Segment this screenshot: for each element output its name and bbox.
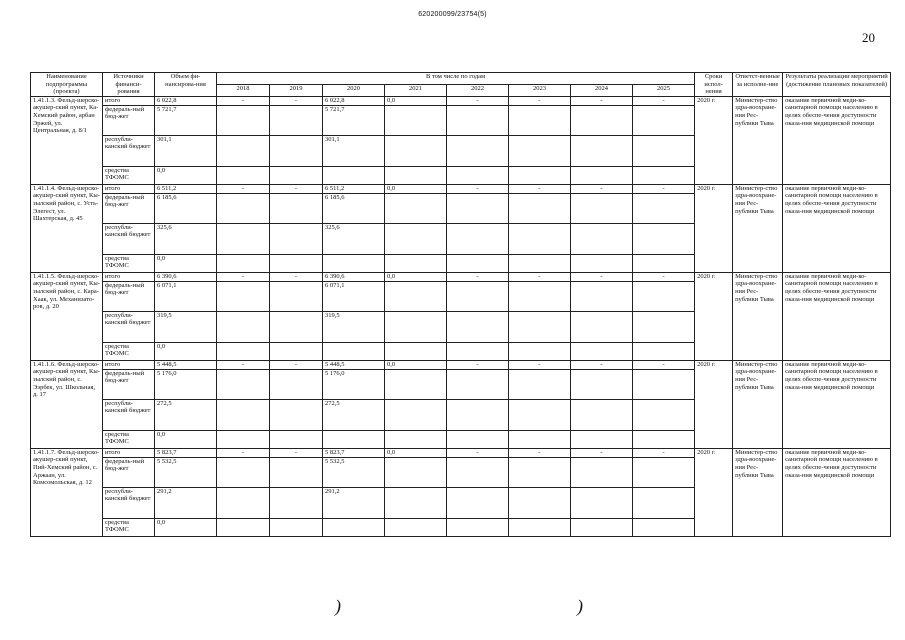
- project-name-cell: 1.41.1.6. Фельд-шерско-акушер-ский пункт, Кы-зылский район, с. Ээрбек, ул. Школьная, д. 17: [31, 360, 103, 448]
- source-cell: итого: [103, 360, 155, 369]
- source-cell: федераль-ный бюд-жет: [103, 457, 155, 487]
- source-cell: итого: [103, 272, 155, 281]
- year-value-cell: 6 511,2: [323, 184, 385, 193]
- year-value-cell: [571, 430, 633, 448]
- source-cell: федераль-ный бюд-жет: [103, 193, 155, 223]
- year-value-cell: [270, 369, 323, 399]
- year-value-cell: -: [270, 360, 323, 369]
- year-value-cell: -: [447, 96, 509, 105]
- year-value-cell: -: [217, 96, 270, 105]
- year-value-cell: 6 390,6: [323, 272, 385, 281]
- year-value-cell: 5 448,5: [323, 360, 385, 369]
- total-cell: 5 176,0: [155, 369, 217, 399]
- table-row: [31, 448, 891, 457]
- results-cell: оказание первичной меди-ко-санитарной помощи населению в целях обеспе-чения доступности оказа-ния медицинской помощи: [783, 96, 891, 184]
- year-value-cell: [385, 254, 447, 272]
- year-value-cell: [571, 223, 633, 254]
- col-header-name: Наименование подпрограммы (проекта): [31, 73, 103, 97]
- total-cell: 319,5: [155, 311, 217, 342]
- year-value-cell: 319,5: [323, 311, 385, 342]
- year-value-cell: [571, 281, 633, 311]
- year-value-cell: [270, 223, 323, 254]
- source-cell: республи-канский бюджет: [103, 311, 155, 342]
- year-value-cell: [447, 281, 509, 311]
- year-value-cell: [447, 430, 509, 448]
- year-value-cell: [323, 254, 385, 272]
- year-value-cell: [633, 518, 695, 536]
- col-header-year: 2024: [571, 84, 633, 96]
- year-value-cell: [385, 105, 447, 135]
- year-value-cell: [509, 369, 571, 399]
- results-cell: оказание первичной меди-ко-санитарной помощи населению в целях обеспе-чения доступности оказа-ния медицинской помощи: [783, 360, 891, 448]
- year-value-cell: 5 532,5: [323, 457, 385, 487]
- deadline-cell: 2020 г.: [695, 184, 733, 272]
- project-name-cell: 1.41.1.4. Фельд-шерско-акушер-ский пункт, Кы-зылский район, с. Усть-Элегест, ул. Шахтерская, д. 45: [31, 184, 103, 272]
- year-value-cell: [571, 457, 633, 487]
- year-value-cell: [385, 399, 447, 430]
- col-header-source: Источники финанси-рования: [103, 73, 155, 97]
- year-value-cell: [385, 369, 447, 399]
- year-value-cell: 0,0: [385, 96, 447, 105]
- year-value-cell: [571, 342, 633, 360]
- year-value-cell: [509, 105, 571, 135]
- total-cell: 0,0: [155, 254, 217, 272]
- col-header-years-group: В том числе по годам: [217, 73, 695, 85]
- year-value-cell: -: [633, 96, 695, 105]
- year-value-cell: -: [509, 184, 571, 193]
- col-header-year: 2021: [385, 84, 447, 96]
- deadline-cell: 2020 г.: [695, 272, 733, 360]
- year-value-cell: -: [509, 272, 571, 281]
- margin-mark: ): [335, 596, 341, 616]
- year-value-cell: [385, 518, 447, 536]
- year-value-cell: [217, 342, 270, 360]
- source-cell: итого: [103, 448, 155, 457]
- col-header-total: Объем фи-нансирова-ния: [155, 73, 217, 97]
- year-value-cell: -: [270, 272, 323, 281]
- year-value-cell: [217, 311, 270, 342]
- financing-table: [30, 72, 891, 537]
- year-value-cell: 0,0: [385, 272, 447, 281]
- year-value-cell: [633, 166, 695, 184]
- col-header-year: 2019: [270, 84, 323, 96]
- year-value-cell: [633, 254, 695, 272]
- year-value-cell: 5 823,7: [323, 448, 385, 457]
- total-cell: 0,0: [155, 430, 217, 448]
- year-value-cell: 0,0: [385, 360, 447, 369]
- year-value-cell: -: [447, 272, 509, 281]
- year-value-cell: -: [633, 360, 695, 369]
- total-cell: 0,0: [155, 342, 217, 360]
- year-value-cell: [270, 487, 323, 518]
- year-value-cell: [509, 281, 571, 311]
- year-value-cell: -: [270, 96, 323, 105]
- year-value-cell: -: [571, 360, 633, 369]
- source-cell: республи-канский бюджет: [103, 223, 155, 254]
- project-name-cell: 1.41.1.3. Фельд-шерско-акушер-ский пункт, Ка-Хемский район, арбан Эржей, ул. Центральная, д. 8/1: [31, 96, 103, 184]
- total-cell: 6 511,2: [155, 184, 217, 193]
- year-value-cell: [385, 166, 447, 184]
- responsible-cell: Министер-ство здра-воохране-ния Рес-публики Тыва: [733, 184, 783, 272]
- year-value-cell: [270, 518, 323, 536]
- year-value-cell: 5 176,0: [323, 369, 385, 399]
- year-value-cell: [633, 193, 695, 223]
- source-cell: средства ТФОМС: [103, 166, 155, 184]
- total-cell: 0,0: [155, 166, 217, 184]
- total-cell: 6 390,6: [155, 272, 217, 281]
- total-cell: 6 185,6: [155, 193, 217, 223]
- year-value-cell: [270, 166, 323, 184]
- year-value-cell: -: [447, 360, 509, 369]
- col-header-year: 2025: [633, 84, 695, 96]
- year-value-cell: [509, 254, 571, 272]
- year-value-cell: -: [447, 448, 509, 457]
- year-value-cell: [509, 342, 571, 360]
- year-value-cell: -: [270, 448, 323, 457]
- year-value-cell: [571, 399, 633, 430]
- page-number: 20: [862, 30, 875, 45]
- year-value-cell: -: [509, 448, 571, 457]
- year-value-cell: [509, 399, 571, 430]
- year-value-cell: [633, 135, 695, 166]
- year-value-cell: [217, 281, 270, 311]
- year-value-cell: [270, 342, 323, 360]
- year-value-cell: [323, 342, 385, 360]
- total-cell: 6 071,1: [155, 281, 217, 311]
- year-value-cell: [447, 369, 509, 399]
- table-row: [31, 184, 891, 193]
- year-value-cell: [447, 457, 509, 487]
- year-value-cell: [217, 457, 270, 487]
- year-value-cell: -: [571, 448, 633, 457]
- year-value-cell: [270, 105, 323, 135]
- year-value-cell: [509, 223, 571, 254]
- year-value-cell: -: [571, 96, 633, 105]
- year-value-cell: [633, 369, 695, 399]
- col-header-year: 2022: [447, 84, 509, 96]
- year-value-cell: -: [217, 360, 270, 369]
- source-cell: федераль-ный бюд-жет: [103, 281, 155, 311]
- table-row: [31, 272, 891, 281]
- total-cell: 6 022,8: [155, 96, 217, 105]
- year-value-cell: [385, 487, 447, 518]
- year-value-cell: [217, 430, 270, 448]
- table-body: [31, 96, 891, 536]
- year-value-cell: 0,0: [385, 184, 447, 193]
- table-row: [31, 96, 891, 105]
- year-value-cell: -: [633, 448, 695, 457]
- year-value-cell: [633, 105, 695, 135]
- year-value-cell: 0,0: [385, 448, 447, 457]
- year-value-cell: 6 071,1: [323, 281, 385, 311]
- total-cell: 272,5: [155, 399, 217, 430]
- document-id: 620200099/23754(5): [418, 11, 487, 18]
- results-cell: оказание первичной меди-ко-санитарной помощи населению в целях обеспе-чения доступности оказа-ния медицинской помощи: [783, 272, 891, 360]
- project-name-cell: 1.41.1.5. Фельд-шерско-акушер-ский пункт, Кы-зылский район, с. Кара-Хаак, ул. Механизато-ров, д. 20: [31, 272, 103, 360]
- year-value-cell: [571, 311, 633, 342]
- year-value-cell: [323, 518, 385, 536]
- year-value-cell: [509, 457, 571, 487]
- year-value-cell: [509, 135, 571, 166]
- source-cell: республи-канский бюджет: [103, 135, 155, 166]
- responsible-cell: Министер-ство здра-воохране-ния Рес-публики Тыва: [733, 448, 783, 536]
- col-header-results: Результаты реализации мероприятий (достижение плановых показателей): [783, 73, 891, 97]
- year-value-cell: [385, 430, 447, 448]
- year-value-cell: [217, 193, 270, 223]
- year-value-cell: [633, 399, 695, 430]
- year-value-cell: [571, 369, 633, 399]
- year-value-cell: [509, 518, 571, 536]
- year-value-cell: 291,2: [323, 487, 385, 518]
- year-value-cell: [509, 193, 571, 223]
- year-value-cell: [270, 399, 323, 430]
- year-value-cell: [447, 254, 509, 272]
- year-value-cell: [447, 342, 509, 360]
- year-value-cell: -: [217, 184, 270, 193]
- year-value-cell: [633, 430, 695, 448]
- responsible-cell: Министер-ство здра-воохране-ния Рес-публики Тыва: [733, 272, 783, 360]
- year-value-cell: [633, 223, 695, 254]
- margin-mark: ): [577, 596, 583, 616]
- year-value-cell: [509, 311, 571, 342]
- year-value-cell: 301,1: [323, 135, 385, 166]
- year-value-cell: [447, 518, 509, 536]
- deadline-cell: 2020 г.: [695, 360, 733, 448]
- year-value-cell: [447, 193, 509, 223]
- year-value-cell: [633, 311, 695, 342]
- year-value-cell: 6 185,6: [323, 193, 385, 223]
- year-value-cell: [509, 166, 571, 184]
- total-cell: 5 823,7: [155, 448, 217, 457]
- source-cell: средства ТФОМС: [103, 430, 155, 448]
- source-cell: федераль-ный бюд-жет: [103, 369, 155, 399]
- year-value-cell: [571, 254, 633, 272]
- year-value-cell: [270, 281, 323, 311]
- year-value-cell: [270, 457, 323, 487]
- year-value-cell: [633, 487, 695, 518]
- year-value-cell: [385, 135, 447, 166]
- year-value-cell: [447, 135, 509, 166]
- year-value-cell: [217, 223, 270, 254]
- year-value-cell: -: [633, 272, 695, 281]
- source-cell: средства ТФОМС: [103, 518, 155, 536]
- year-value-cell: [447, 399, 509, 430]
- source-cell: средства ТФОМС: [103, 254, 155, 272]
- total-cell: 325,6: [155, 223, 217, 254]
- source-cell: итого: [103, 184, 155, 193]
- year-value-cell: [385, 281, 447, 311]
- year-value-cell: [447, 223, 509, 254]
- year-value-cell: [447, 487, 509, 518]
- year-value-cell: [571, 518, 633, 536]
- year-value-cell: [270, 430, 323, 448]
- year-value-cell: [571, 193, 633, 223]
- year-value-cell: [385, 223, 447, 254]
- year-value-cell: [633, 342, 695, 360]
- year-value-cell: [385, 311, 447, 342]
- year-value-cell: -: [217, 272, 270, 281]
- year-value-cell: 272,5: [323, 399, 385, 430]
- year-value-cell: [217, 105, 270, 135]
- year-value-cell: [509, 487, 571, 518]
- year-value-cell: 5 721,7: [323, 105, 385, 135]
- year-value-cell: [385, 342, 447, 360]
- total-cell: 0,0: [155, 518, 217, 536]
- year-value-cell: [217, 369, 270, 399]
- year-value-cell: [217, 518, 270, 536]
- results-cell: оказание первичной меди-ко-санитарной помощи населению в целях обеспе-чения доступности оказа-ния медицинской помощи: [783, 448, 891, 536]
- year-value-cell: [323, 430, 385, 448]
- col-header-responsible: Ответст-венные за исполне-ние: [733, 73, 783, 97]
- year-value-cell: -: [571, 272, 633, 281]
- year-value-cell: [571, 105, 633, 135]
- source-cell: республи-канский бюджет: [103, 399, 155, 430]
- year-value-cell: [217, 487, 270, 518]
- year-value-cell: 325,6: [323, 223, 385, 254]
- responsible-cell: Министер-ство здра-воохране-ния Рес-публики Тыва: [733, 96, 783, 184]
- year-value-cell: [447, 311, 509, 342]
- year-value-cell: [217, 135, 270, 166]
- year-value-cell: -: [509, 96, 571, 105]
- year-value-cell: [270, 254, 323, 272]
- year-value-cell: -: [571, 184, 633, 193]
- deadline-cell: 2020 г.: [695, 448, 733, 536]
- year-value-cell: 6 022,8: [323, 96, 385, 105]
- year-value-cell: [633, 457, 695, 487]
- year-value-cell: [571, 135, 633, 166]
- year-value-cell: [323, 166, 385, 184]
- total-cell: 5 448,5: [155, 360, 217, 369]
- source-cell: федераль-ный бюд-жет: [103, 105, 155, 135]
- year-value-cell: -: [447, 184, 509, 193]
- source-cell: итого: [103, 96, 155, 105]
- year-value-cell: [447, 105, 509, 135]
- total-cell: 5 532,5: [155, 457, 217, 487]
- year-value-cell: [270, 311, 323, 342]
- results-cell: оказание первичной меди-ко-санитарной помощи населению в целях обеспе-чения доступности оказа-ния медицинской помощи: [783, 184, 891, 272]
- year-value-cell: [447, 166, 509, 184]
- table-row: [31, 360, 891, 369]
- col-header-year: 2020: [323, 84, 385, 96]
- year-value-cell: -: [633, 184, 695, 193]
- total-cell: 301,1: [155, 135, 217, 166]
- col-header-deadline: Сроки испол-нения: [695, 73, 733, 97]
- year-value-cell: -: [270, 184, 323, 193]
- year-value-cell: [633, 281, 695, 311]
- source-cell: средства ТФОМС: [103, 342, 155, 360]
- year-value-cell: [270, 193, 323, 223]
- project-name-cell: 1.41.1.7. Фельд-шерско-акушер-ский пункт, Пий-Хемский район, с. Аржаан, ул. Комсомольская, д. 12: [31, 448, 103, 536]
- header-row-main: [31, 73, 891, 85]
- responsible-cell: Министер-ство здра-воохране-ния Рес-публики Тыва: [733, 360, 783, 448]
- year-value-cell: [571, 487, 633, 518]
- total-cell: 5 721,7: [155, 105, 217, 135]
- source-cell: республи-канский бюджет: [103, 487, 155, 518]
- year-value-cell: [385, 193, 447, 223]
- year-value-cell: [217, 399, 270, 430]
- col-header-year: 2018: [217, 84, 270, 96]
- year-value-cell: [270, 135, 323, 166]
- year-value-cell: [385, 457, 447, 487]
- col-header-year: 2023: [509, 84, 571, 96]
- year-value-cell: [509, 430, 571, 448]
- year-value-cell: -: [509, 360, 571, 369]
- total-cell: 291,2: [155, 487, 217, 518]
- year-value-cell: [217, 254, 270, 272]
- deadline-cell: 2020 г.: [695, 96, 733, 184]
- year-value-cell: [217, 166, 270, 184]
- year-value-cell: -: [217, 448, 270, 457]
- year-value-cell: [571, 166, 633, 184]
